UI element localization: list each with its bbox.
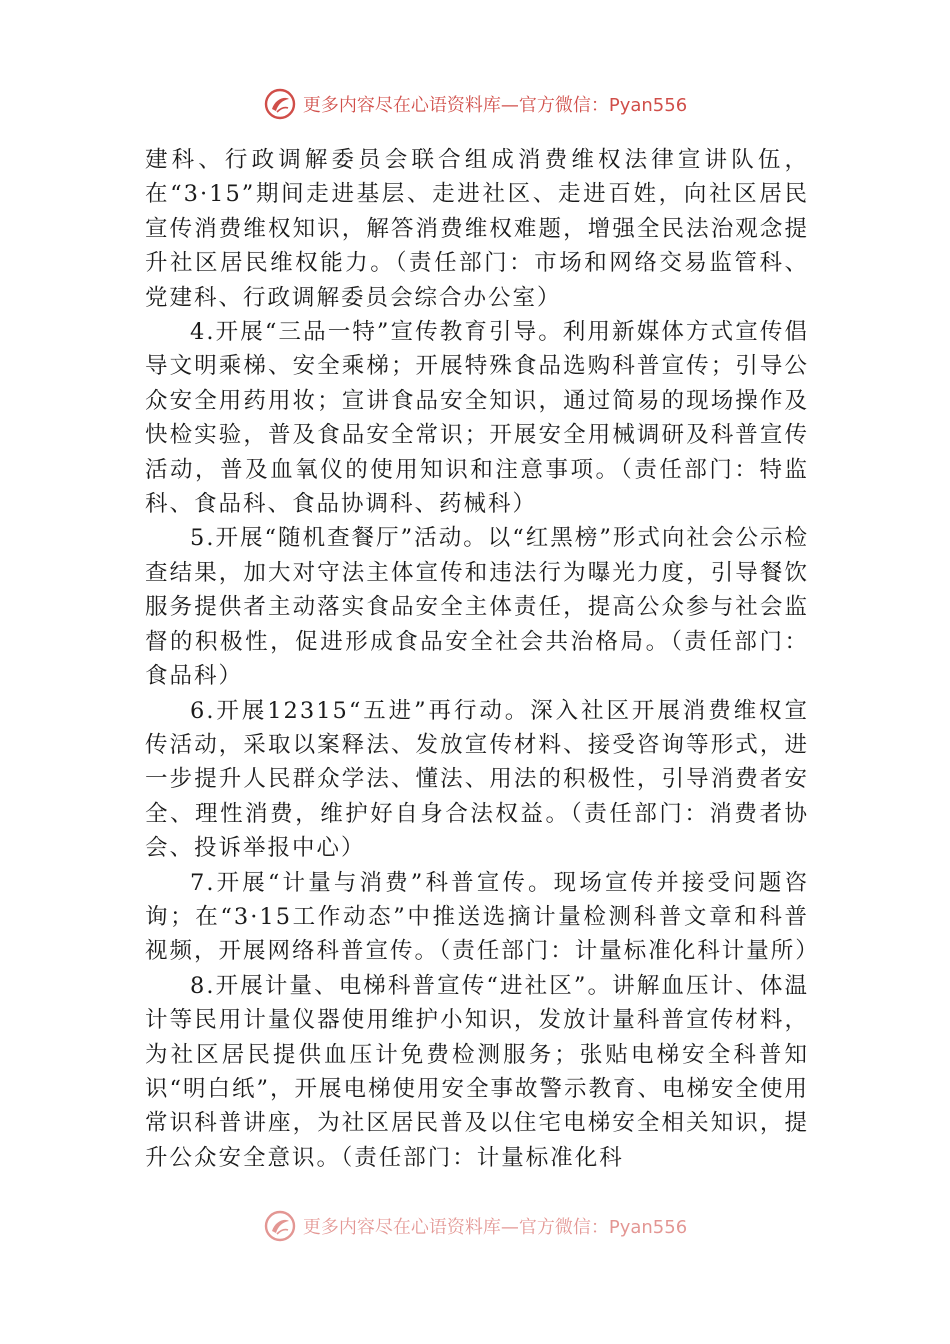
watermark-footer xyxy=(0,1206,950,1246)
paragraph-item-6: 6.开展12315“五进”再行动。深入社区开展消费维权宣传活动，采取以案释法、发放宣传材料、接受咨询等形式，进一步提升人民群众学法、懂法、用法的积极性，引导消费者安全、理性消费，维护好自身合法权益。（责任部门：消费者协会、投诉举报中心） xyxy=(145,697,809,862)
watermark-text: 更多内容尽在心语资料库—官方微信：Pyan556 xyxy=(302,1217,688,1238)
paragraph-item-8: 8.开展计量、电梯科普宣传“进社区”。讲解血压计、体温计等民用计量仪器使用维护小知识，发放计量科普宣传材料，为社区居民提供血压计免费检测服务；张贴电梯安全科普知识“明白纸”，开展电梯使用安全事故警示教育、电梯安全使用常识科普讲座，为社区居民普及以住宅电梯安全相关知识，提升公众安全意识。（责任部门：计量标准化科 xyxy=(145,972,810,1171)
watermark-logo-icon xyxy=(263,1209,297,1243)
paragraph-item-7: 7.开展“计量与消费”科普宣传。现场宣传并接受问题咨询；在“3·15工作动态”中推送选摘计量检测科普文章和科普视频，开展网络科普宣传。（责任部门：计量标准化科计量所） xyxy=(145,869,820,965)
paragraph-continued: 建科、行政调解委员会联合组成消费维权法律宣讲队伍，在“3·15”期间走进基层、走进社区、走进百姓，向社区居民宣传消费维权知识，解答消费维权难题，增强全民法治观念提升社区居民维权能力。（责任部门：市场和网络交易监管科、党建科、行政调解委员会综合办公室） xyxy=(145,147,809,311)
watermark-text: 更多内容尽在心语资料库—官方微信：Pyan556 xyxy=(302,95,688,116)
watermark-header xyxy=(0,84,950,124)
paragraph-item-4: 4.开展“三品一特”宣传教育引导。利用新媒体方式宣传倡导文明乘梯、安全乘梯；开展特殊食品选购科普宣传；引导公众安全用药用妆；宣讲食品安全知识，通过简易的现场操作及快检实验，普及食品安全常识；开展安全用械调研及科普宣传活动，普及血氧仪的使用知识和注意事项。（责任部门：特监科、食品科、食品协调科、药械科） xyxy=(145,319,809,518)
paragraph-item-5: 5.开展“随机查餐厅”活动。以“红黑榜”形式向社会公示检查结果，加大对守法主体宣传和违法行为曝光力度，引导餐饮服务提供者主动落实食品安全主体责任，提高公众参与社会监督的积极性，促进形成食品安全社会共治格局。（责任部门：食品科） xyxy=(145,525,809,690)
document-body xyxy=(145,143,820,1175)
watermark-logo-icon xyxy=(263,87,297,121)
